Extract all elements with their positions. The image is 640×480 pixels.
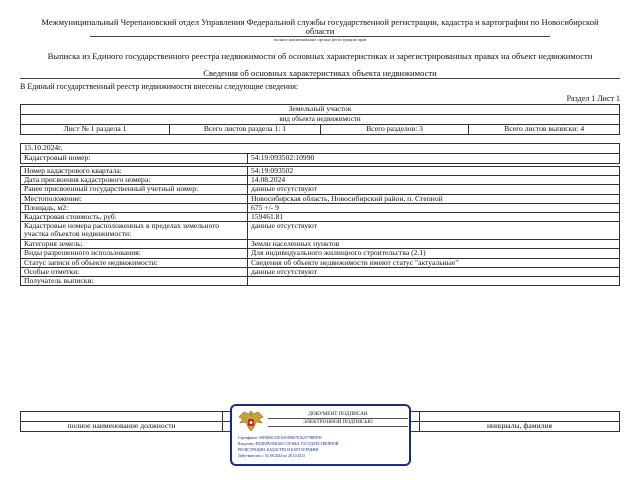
name-blank	[419, 412, 619, 422]
object-header-table	[20, 104, 620, 135]
sections-total: Всего разделов: 3	[320, 125, 469, 135]
section-underline	[20, 78, 620, 79]
row-value: 159461.81	[248, 212, 620, 221]
coat-of-arms-icon	[236, 409, 266, 433]
row-value: Новосибирская область, Новосибирский район, п. Степной	[248, 194, 620, 203]
table-row	[21, 212, 620, 221]
row-label: Дата присвоения кадастрового номера:	[21, 176, 248, 185]
stamp-owner-cont: РЕГИСТРАЦИИ, КАДАСТРА И КАРТОГРАФИИ	[238, 448, 319, 452]
row-label: Особые отметки:	[21, 267, 248, 276]
extract-date: 15.10.2024г.	[21, 144, 620, 154]
section-title: Сведения об основных характеристиках объекта недвижимости	[203, 68, 437, 78]
row-value: данные отсутствуют	[248, 222, 620, 240]
cadastral-number-label: Кадастровый номер:	[21, 154, 248, 164]
characteristics-table	[20, 166, 620, 286]
stamp-header	[268, 411, 408, 427]
row-value: 54:19:093502	[248, 167, 620, 176]
table-row	[21, 267, 620, 276]
row-label: Статус записи об объекте недвижимости:	[21, 258, 248, 267]
row-value: 675 +/- 9	[248, 203, 620, 212]
row-label-line1: Кадастровые номера расположенных в пределах земельного	[24, 221, 220, 231]
row-value: 14.08.2024	[248, 176, 620, 185]
extract-sheets-total: Всего листов выписки: 4	[469, 125, 620, 135]
row-value	[248, 276, 620, 285]
org-caption: полное наименование органа регистрации прав	[273, 37, 367, 42]
table-row	[21, 222, 620, 240]
row-label: Номер кадастрового квартала:	[21, 167, 248, 176]
row-label-line2: участка объектов недвижимости:	[24, 229, 132, 239]
row-label: Площадь, м2:	[21, 203, 248, 212]
row-label: Получатель выписки:	[21, 276, 248, 285]
row-value: Сведения об объекте недвижимости имеют статус "актуальные"	[248, 258, 620, 267]
extract-title: Выписка из Единого государственного реестра недвижимости об основных характеристиках и зарегистрированных правах на объект недвижимости	[47, 51, 593, 61]
org-name-line2: области	[305, 26, 335, 36]
position-caption: полное наименование должности	[21, 422, 223, 432]
section-sheets-total: Всего листов раздела 1: 1	[170, 125, 321, 135]
table-row	[21, 194, 620, 203]
table-row	[21, 240, 620, 249]
row-value: Земли населенных пунктов	[248, 240, 620, 249]
table-row	[21, 167, 620, 176]
stamp-owner: Владелец: ФЕДЕРАЛЬНАЯ СЛУЖБА ГОСУДАРСТВЕННОЙ	[238, 442, 339, 446]
stamp-certificate: Сертификат: 00F6B8C35EA0539B07E102579BBF99	[238, 436, 322, 440]
row-value: Для индивидуального жилищного строительства (2.1)	[248, 249, 620, 258]
name-caption: инициалы, фамилия	[419, 422, 619, 432]
date-table	[20, 143, 620, 164]
table-row	[21, 185, 620, 194]
cadastral-number-value: 54:19:093502:10990	[248, 154, 620, 164]
table-row	[21, 176, 620, 185]
sheet-number: Лист № 1 раздела 1	[21, 125, 170, 135]
table-row	[21, 203, 620, 212]
row-value: данные отсутствуют	[248, 267, 620, 276]
stamp-title-1: ДОКУМЕНТ ПОДПИСАН	[268, 411, 408, 419]
row-label: Кадастровая стоимость, руб:	[21, 212, 248, 221]
intro-text: В Единый государственный реестр недвижимости внесены следующие сведения:	[20, 82, 299, 91]
row-label: Категория земель:	[21, 240, 248, 249]
row-label: Виды разрешенного использования:	[21, 249, 248, 258]
row-label: Местоположение:	[21, 194, 248, 203]
table-row	[21, 249, 620, 258]
row-value: данные отсутствуют	[248, 185, 620, 194]
stamp-title-2: ЭЛЕКТРОННОЙ ПОДПИСЬЮ	[268, 419, 408, 427]
table-row	[21, 276, 620, 285]
row-label: Ранее присвоенный государственный учетный номер:	[21, 185, 248, 194]
object-type: Земельный участок	[21, 105, 620, 115]
table-row	[21, 258, 620, 267]
page-reference: Раздел 1 Лист 1	[566, 94, 620, 103]
stamp-validity: Действителен: с 02.08.2024 по 26.10.2025	[238, 454, 306, 458]
position-blank	[21, 412, 223, 422]
row-label	[21, 222, 248, 240]
electronic-signature-stamp	[230, 404, 411, 466]
org-name-line1: Межмуниципальный Черепановский отдел Управления Федеральной службы государственной регистрации, кадастра и картографии по Новосибирской	[41, 17, 599, 27]
object-type-caption: вид объекта недвижимости	[21, 115, 620, 125]
